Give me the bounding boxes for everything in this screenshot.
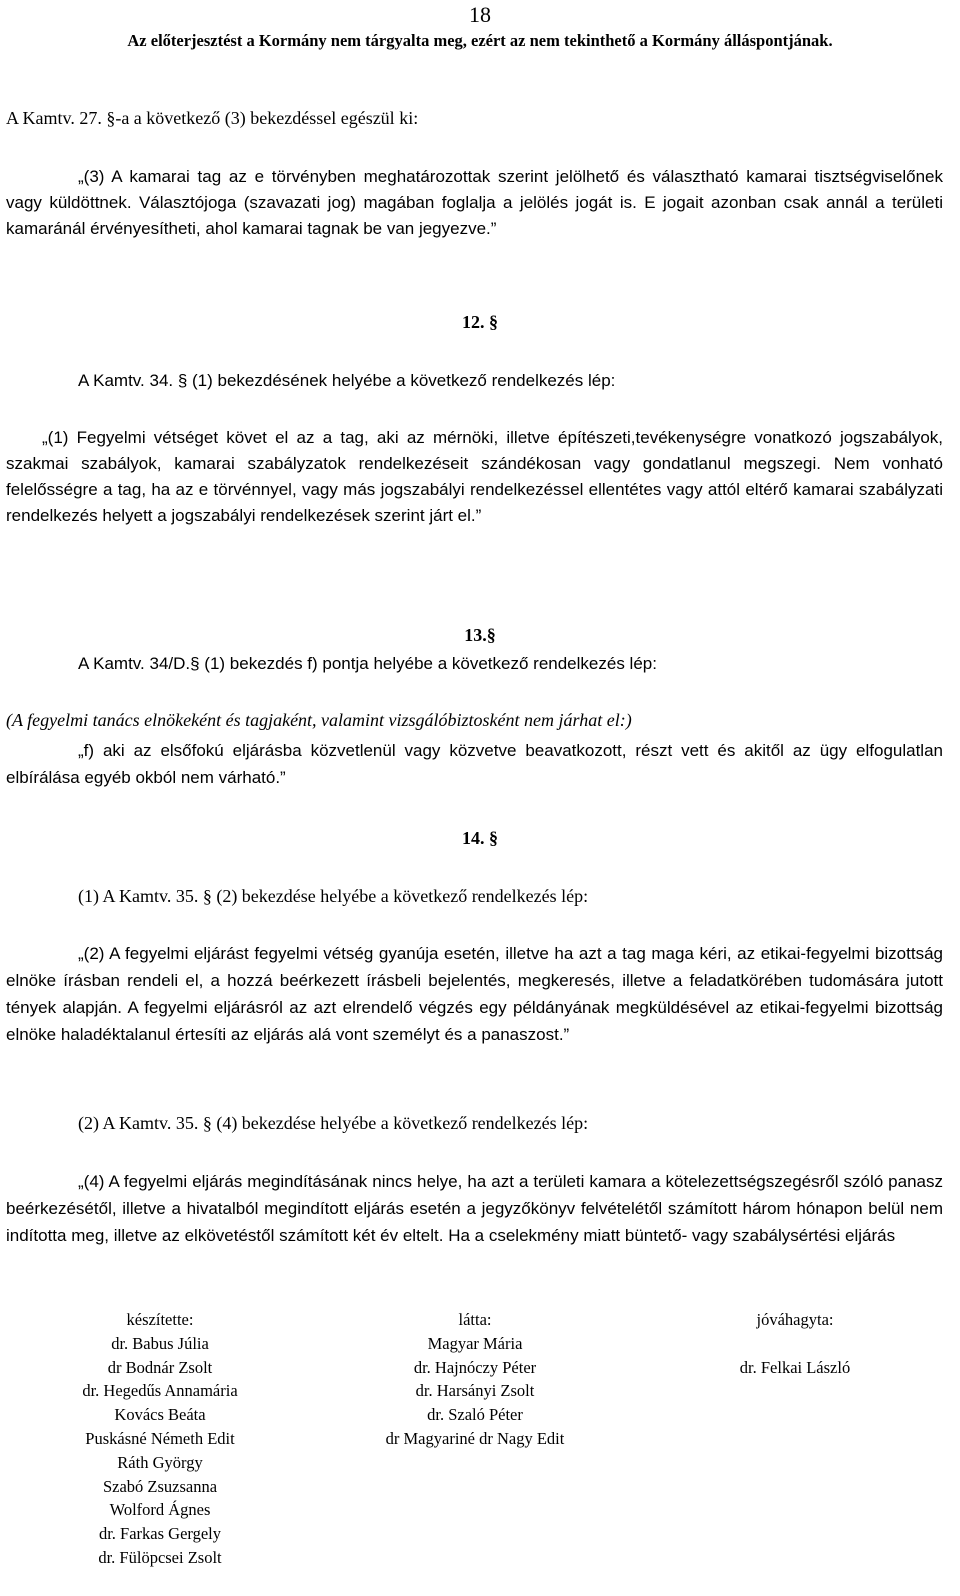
amendment-intro-34D: A Kamtv. 34/D.§ (1) bekezdés f) pontja helyébe a következő rendelkezés lép: <box>78 654 657 673</box>
amendment-quote-34-1: „(1) Fegyelmi vétséget követ el az a tag, aki az mérnöki, illetve építészeti,tevékenységre vonatkozó jogszabályok, szakmai szabályok, kamarai szabályzatok rendelkezéseit szándékosan vagy gondatlanul megszegi. Nem vonható felelősségre a tag, ha az e törvénnyel, vagy más jogszabályi rendelkezéssel ellentétes vagy attól eltérő kamarai szabályzati rendelkezés helyett a jogszabályi rendelkezések szerint járt el.” <box>6 428 943 525</box>
signature-title: jóváhagyta: <box>756 1310 834 1329</box>
signature-title: készítette: <box>126 1310 194 1329</box>
signatory-name: dr. Hegedűs Annamária <box>82 1381 238 1401</box>
signature-block-approved <box>690 1308 900 1379</box>
signatory-name: dr Magyariné dr Nagy Edit <box>385 1428 565 1448</box>
page-number: 18 <box>469 2 491 27</box>
amendment-intro-34: A Kamtv. 34. § (1) bekezdésének helyébe a következő rendelkezés lép: <box>78 371 616 390</box>
section-heading-12: 12. § <box>462 312 498 332</box>
section-heading-13: 13.§ <box>464 625 496 645</box>
section-heading-14: 14. § <box>462 828 498 848</box>
amendment-intro-35-4: (2) A Kamtv. 35. § (4) bekezdése helyébe a következő rendelkezés lép: <box>78 1113 589 1133</box>
amendment-intro-35-2: (1) A Kamtv. 35. § (2) bekezdése helyébe a következő rendelkezés lép: <box>78 886 589 906</box>
signatory-name: Kovács Beáta <box>114 1405 206 1425</box>
signatory-name: dr. Babus Júlia <box>111 1333 209 1353</box>
signatory-name: dr. Hajnóczy Péter <box>413 1357 537 1377</box>
signature-block-prepared <box>40 1308 280 1570</box>
signatory-name: Wolford Ágnes <box>109 1500 211 1520</box>
signature-block-seen <box>355 1308 595 1451</box>
amendment-italic-context: (A fegyelmi tanács elnökeként és tagjaként, valamint vizsgálóbiztosként nem járhat el:) <box>6 710 632 730</box>
signatory-name: Magyar Mária <box>427 1333 523 1353</box>
amendment-quote-35-4: „(4) A fegyelmi eljárás megindításának nincs helye, ha azt a területi kamara a kötelezettségszegésről szóló panasz beérkezésétől, illetve a hivatalból megindított eljárás esetén a jegyzőkönyv felvételétől számított három hónapon belül nem indította meg, illetve az elkövetéstől számított két év eltelt. Ha a cselekmény miatt büntető- vagy szabálysértési eljárás <box>6 1172 943 1245</box>
signatory-name: dr. Szaló Péter <box>427 1405 523 1425</box>
signatory-name: dr. Fülöpcsei Zsolt <box>98 1547 222 1567</box>
amendment-quote-35-2: „(2) A fegyelmi eljárást fegyelmi vétség gyanúja esetén, illetve ha azt a tag maga kéri, az etikai-fegyelmi bizottság elnöke írásban rendeli el, a hozzá beérkezett írásbeli bejelentés, megkeresés, illetve a feladatkörében tudomására jutott tények alapján. A fegyelmi eljárásról az azt elrendelő végzés egy példányának megküldésével az etikai-fegyelmi bizottság elnöke haladéktalanul értesíti az eljárás alá vont személyt és a panaszost.” <box>6 944 943 1044</box>
signatory-name: dr. Felkai László <box>739 1357 851 1377</box>
signatory-name: dr. Farkas Gergely <box>98 1524 222 1544</box>
signatory-name: Puskásné Németh Edit <box>85 1428 235 1448</box>
government-notice: Az előterjesztést a Kormány nem tárgyalta meg, ezért az nem tekinthető a Kormány álláspontjának. <box>127 31 833 50</box>
page-header <box>0 0 960 52</box>
signatory-name: dr Bodnár Zsolt <box>107 1357 213 1377</box>
signatory-name: Szabó Zsuzsanna <box>102 1476 218 1496</box>
amendment-intro-27: A Kamtv. 27. §-a a következő (3) bekezdéssel egészül ki: <box>6 108 419 128</box>
signature-spacer <box>690 1332 900 1356</box>
signature-title: látta: <box>458 1310 492 1329</box>
signatory-name: dr. Harsányi Zsolt <box>415 1381 535 1401</box>
amendment-quote-34D-f: „f) aki az elsőfokú eljárásba közvetlenül vagy közvetve beavatkozott, részt vett és akitől az ügy elfogulatlan elbírálása egyéb okból nem várható.” <box>6 741 943 787</box>
amendment-quote-27-3: „(3) A kamarai tag az e törvényben meghatározottak szerint jelölhető és választható kamarai tisztségviselőnek vagy küldöttnek. Választójoga (szavazati jog) magában foglalja a jelölés jogát is. E jogait azonban csak annál a területi kamaránál érvényesítheti, ahol kamarai tagnak be van jegyezve.” <box>6 167 943 238</box>
signatory-name: Ráth György <box>117 1452 203 1472</box>
